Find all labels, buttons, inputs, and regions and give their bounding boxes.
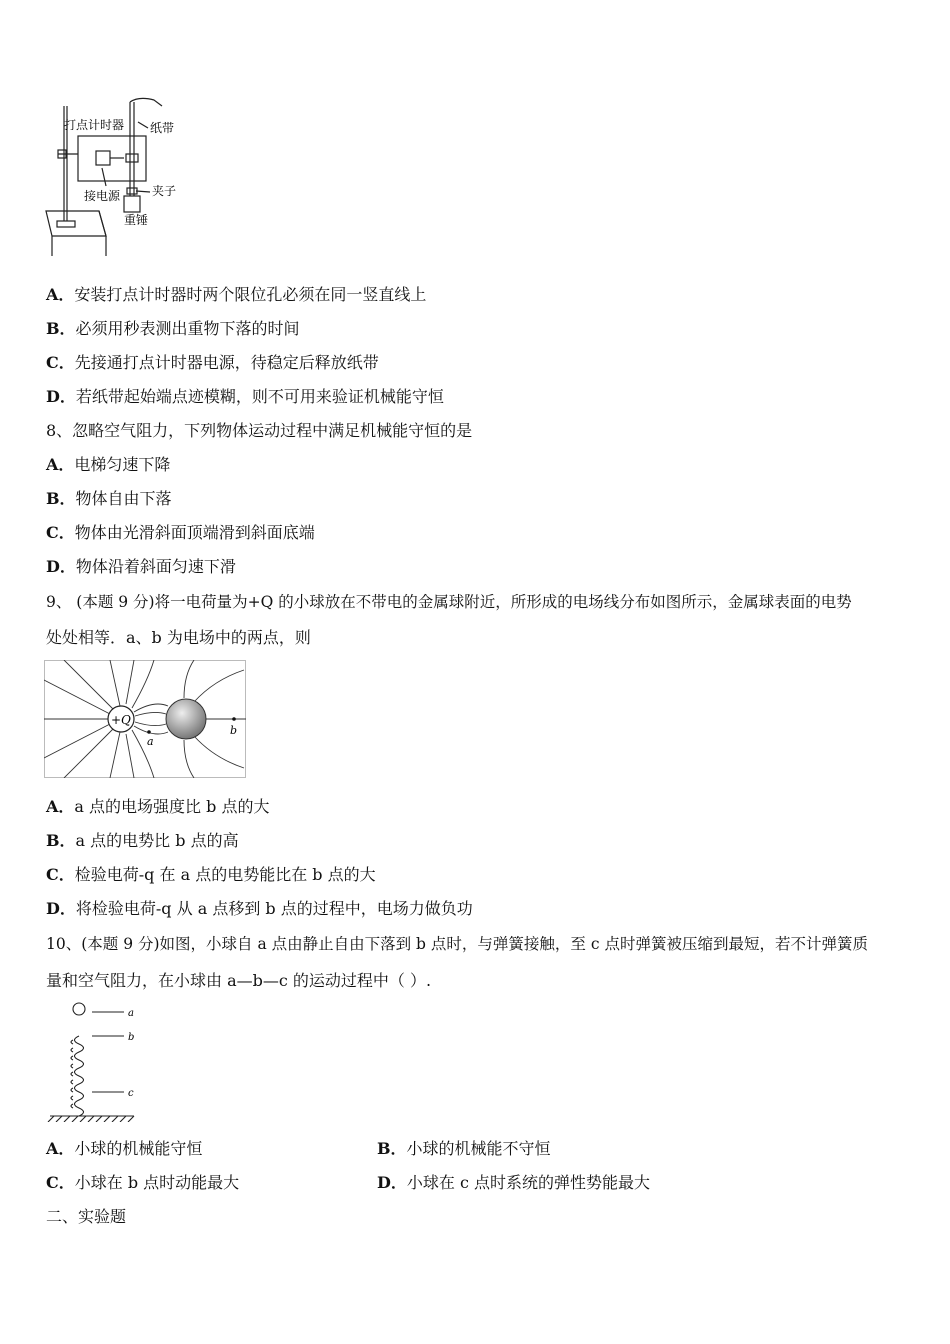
charge-label: +Q [111, 713, 131, 727]
option-text: 小球的机械能不守恒 [406, 1139, 551, 1158]
option-letter: B． [377, 1139, 407, 1158]
q10-option-d [377, 1172, 650, 1194]
option-letter: C． [46, 353, 75, 372]
q7-option-a [46, 284, 426, 306]
option-letter: D． [46, 387, 76, 406]
falling-weight-apparatus-figure [44, 96, 194, 264]
option-letter: B． [46, 319, 76, 338]
point-a [147, 730, 151, 734]
q9-option-b [46, 830, 239, 852]
q9-option-a [46, 796, 269, 818]
field-lines-drawing [44, 660, 246, 778]
option-letter: C． [46, 865, 75, 884]
option-text: 先接通打点计时器电源，待稳定后释放纸带 [74, 353, 379, 372]
b-label: b [128, 1032, 135, 1043]
q8-option-d [46, 556, 236, 578]
q8-option-c [46, 522, 315, 544]
option-text: 将检验电荷-q 从 a 点移到 b 点的过程中，电场力做负功 [75, 899, 473, 918]
option-letter: A． [46, 285, 75, 304]
option-text: a 点的电势比 b 点的高 [75, 831, 239, 850]
option-text: 物体沿着斜面匀速下滑 [75, 557, 236, 576]
option-letter: D． [377, 1173, 407, 1192]
timer-label: 打点计时器 [64, 118, 125, 132]
apparatus-drawing [44, 96, 194, 264]
option-text: 安装打点计时器时两个限位孔必须在同一竖直线上 [74, 285, 427, 304]
option-letter: A． [46, 797, 75, 816]
option-letter: D． [46, 557, 76, 576]
q10-option-b [377, 1138, 551, 1160]
metal-sphere [166, 699, 206, 739]
a-label: a [147, 735, 154, 748]
electric-field-figure [44, 660, 246, 778]
option-text: 小球的机械能守恒 [74, 1139, 203, 1158]
power-label: 接电源 [84, 189, 121, 203]
q7-option-b [46, 318, 300, 340]
q8-option-a [46, 454, 170, 476]
tape-label: 纸带 [150, 121, 175, 135]
section-heading: 二、实验题 [46, 1207, 127, 1226]
q10-option-c [46, 1172, 239, 1194]
q10-option-a [46, 1138, 202, 1160]
q9-option-d [46, 898, 473, 920]
q9-stem-line2: 处处相等．a、b 为电场中的两点，则 [46, 628, 311, 647]
q9-option-c [46, 864, 376, 886]
option-text: 电梯匀速下降 [74, 455, 171, 474]
q10-stem-line2: 量和空气阻力，在小球由 a—b—c 的运动过程中（ ）. [46, 971, 432, 990]
weight-label: 重锤 [124, 213, 149, 227]
clip-label: 夹子 [152, 184, 177, 198]
q10-stem-line1: 10、(本题 9 分)如图，小球自 a 点由静止自由下落到 b 点时，与弹簧接触，至 c 点时弹簧被压缩到最短，若不计弹簧质 [46, 935, 868, 953]
option-letter: C． [46, 1173, 75, 1192]
c-label: c [128, 1088, 134, 1099]
spring-drawing [44, 1000, 140, 1122]
option-text: a 点的电场强度比 b 点的大 [74, 797, 270, 816]
option-letter: A． [46, 1139, 75, 1158]
b-label: b [230, 724, 238, 737]
q8-stem: 8、忽略空气阻力，下列物体运动过程中满足机械能守恒的是 [46, 421, 473, 440]
option-text: 必须用秒表测出重物下落的时间 [75, 319, 300, 338]
a-label: a [128, 1008, 134, 1019]
option-letter: B． [46, 489, 76, 508]
option-text: 小球在 b 点时动能最大 [74, 1173, 240, 1192]
q7-option-d [46, 386, 444, 408]
q9-stem-line1: 9、 (本题 9 分)将一电荷量为+Q 的小球放在不带电的金属球附近，所形成的电场线分布如图所示，金属球表面的电势 [46, 593, 852, 611]
option-text: 小球在 c 点时系统的弹性势能最大 [406, 1173, 651, 1192]
q7-option-c [46, 352, 379, 374]
option-text: 若纸带起始端点迹模糊，则不可用来验证机械能守恒 [75, 387, 444, 406]
spring-ball-figure [44, 1000, 140, 1122]
q8-option-b [46, 488, 172, 510]
option-letter: C． [46, 523, 75, 542]
option-letter: A． [46, 455, 75, 474]
option-letter: D． [46, 899, 76, 918]
option-text: 物体由光滑斜面顶端滑到斜面底端 [74, 523, 315, 542]
option-text: 物体自由下落 [75, 489, 172, 508]
point-b [232, 717, 236, 721]
option-text: 检验电荷-q 在 a 点的电势能比在 b 点的大 [74, 865, 376, 884]
option-letter: B． [46, 831, 76, 850]
